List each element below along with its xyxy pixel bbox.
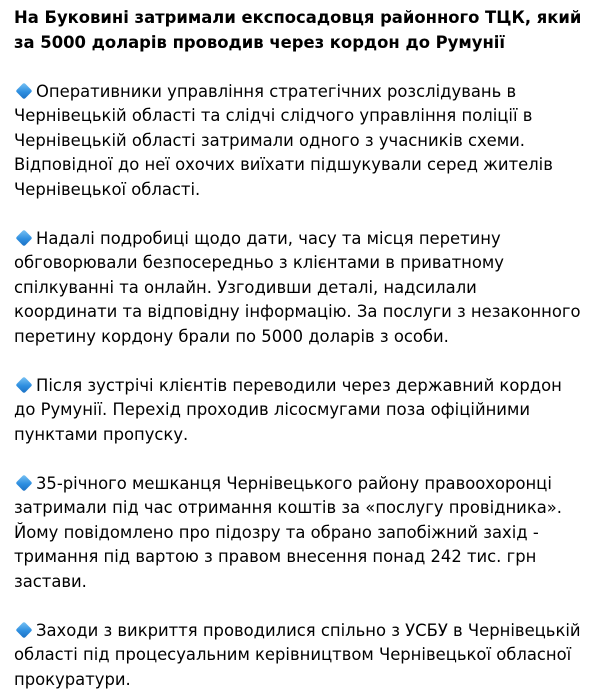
post-paragraph <box>14 80 584 203</box>
post-paragraph <box>14 374 584 448</box>
post-paragraph <box>14 472 584 595</box>
paragraph-text: Заходи з викриття проводилися спільно з УСБУ в Чернівецькій області під процесуальним керівництвом Чернівецької обласної прокуратури. <box>14 621 581 689</box>
post-title: На Буковині затримали експосадовця районного ТЦК, який за 5000 доларів проводив через кордон до Румунії <box>14 6 584 55</box>
paragraph-text: Після зустрічі клієнтів переводили через державний кордон до Румунії. Перехід проходив лісосмугами поза офіційними пунктами пропуску. <box>14 376 562 444</box>
paragraph-text: Надалі подробиці щодо дати, часу та місця перетину обговорювали безпосередньо з клієнтами в приватному спілкуванні та онлайн. Узгодивши деталі, надсилали координати та відповідну інформацію. За послуги з незаконного перетину кордону брали по 5000 доларів з особи. <box>14 229 581 346</box>
blue-diamond-icon <box>16 376 33 393</box>
post-paragraph <box>14 227 584 350</box>
paragraph-text: Оперативники управління стратегічних розслідувань в Чернівецькій області та слідчі слідчого управління поліції в Чернівецькій області затримали одного з учасників схеми. Відповідної до неї охочих виїхати підшукували серед жителів Чернівецької області. <box>14 82 553 199</box>
blue-diamond-icon <box>16 621 33 638</box>
post-paragraph <box>14 619 584 692</box>
paragraph-text: 35-річного мешканця Чернівецького району правоохоронці затримали під час отримання коштів за «послугу провідника». Йому повідомлено про підозру та обрано запобіжний захід - тримання під вартою з правом внесення понад 242 тис. грн застави. <box>14 474 562 591</box>
blue-diamond-icon <box>16 229 33 246</box>
blue-diamond-icon <box>16 474 33 491</box>
blue-diamond-icon <box>16 82 33 99</box>
